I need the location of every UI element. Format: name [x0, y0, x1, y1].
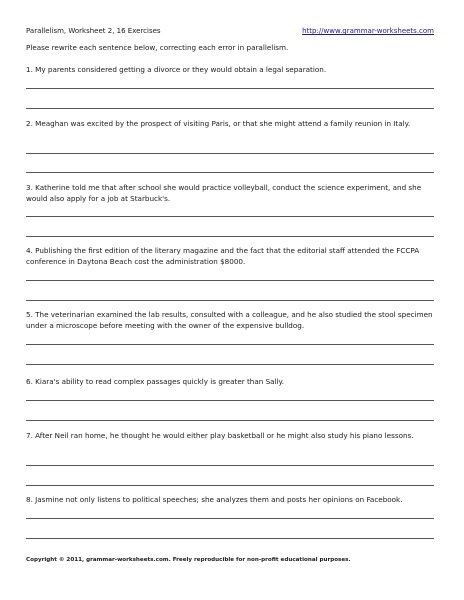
exercise-4 [26, 246, 434, 267]
answer-line[interactable] [26, 108, 434, 109]
exercise-prompt: 4. Publishing the first edition of the literary magazine and the fact that the editorial staff attended the FCCPA conference in Daytona Beach cost the administration $8000. [26, 246, 420, 266]
answer-line[interactable] [26, 364, 434, 365]
exercise-prompt: 7. After Neil ran home, he thought he would either play basketball or he might also study his piano lessons. [26, 431, 414, 440]
exercise-2 [26, 119, 434, 130]
worksheet-title: Parallelism, Worksheet 2, 16 Exercises [26, 27, 161, 35]
answer-line[interactable] [26, 88, 434, 89]
page-header [26, 26, 434, 36]
exercise-prompt: 3. Katherine told me that after school she would practice volleyball, conduct the science experiment, and she would also apply for a job at Starbuck's. [26, 183, 422, 203]
answer-line[interactable] [26, 153, 434, 154]
answer-line[interactable] [26, 344, 434, 345]
answer-line[interactable] [26, 236, 434, 237]
answer-line[interactable] [26, 300, 434, 301]
instructions: Please rewrite each sentence below, correcting each error in parallelism. [26, 43, 289, 52]
website-link[interactable]: http://www.grammar-worksheets.com [302, 27, 434, 35]
answer-line[interactable] [26, 518, 434, 519]
answer-line[interactable] [26, 485, 434, 486]
answer-line[interactable] [26, 216, 434, 217]
exercise-6 [26, 377, 434, 388]
exercise-8 [26, 495, 434, 506]
copyright-footer: Copyright © 2011, grammar-worksheets.com. Freely reproducible for non-profit educational purposes. [26, 557, 351, 563]
answer-line[interactable] [26, 538, 434, 539]
exercise-7 [26, 431, 434, 442]
answer-line[interactable] [26, 465, 434, 466]
exercise-prompt: 5. The veterinarian examined the lab results, consulted with a colleague, and he also studied the stool specimen under a microscope before meeting with the owner of the expensive bulldog. [26, 310, 433, 330]
exercise-prompt: 8. Jasmine not only listens to political speeches; she analyzes them and posts her opinions on Facebook. [26, 495, 403, 504]
answer-line[interactable] [26, 420, 434, 421]
exercise-1 [26, 65, 434, 76]
answer-line[interactable] [26, 400, 434, 401]
worksheet-page [26, 0, 434, 600]
exercise-5 [26, 310, 434, 331]
exercise-3 [26, 183, 434, 204]
exercise-prompt: 1. My parents considered getting a divorce or they would obtain a legal separation. [26, 65, 327, 74]
answer-line[interactable] [26, 280, 434, 281]
exercise-prompt: 2. Meaghan was excited by the prospect of visiting Paris, or that she might attend a family reunion in Italy. [26, 119, 411, 128]
exercise-prompt: 6. Kiara's ability to read complex passages quickly is greater than Sally. [26, 377, 285, 386]
answer-line[interactable] [26, 172, 434, 173]
